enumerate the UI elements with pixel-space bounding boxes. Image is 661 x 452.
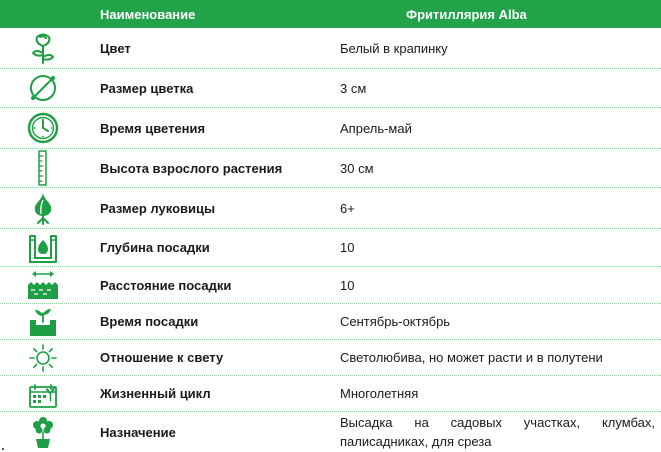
table-row	[0, 304, 661, 340]
planting-depth-icon	[0, 232, 86, 264]
row-name: Расстояние посадки	[100, 277, 232, 293]
row-name: Жизненный цикл	[100, 386, 211, 401]
ruler-icon	[0, 150, 86, 186]
sun-icon	[0, 343, 86, 373]
row-value: Высадка на садовых участках, клумбах, палисадниках, для среза	[340, 415, 655, 449]
row-name: Размер луковицы	[100, 200, 216, 216]
table-row	[0, 267, 661, 304]
row-value: Сентябрь-октябрь	[340, 314, 451, 329]
clock-icon	[0, 111, 86, 145]
row-value: Светолюбива, но может расти и в полутени	[340, 350, 603, 365]
row-value: 10	[340, 240, 355, 255]
sprout-box-icon	[0, 307, 86, 337]
table-row	[0, 108, 661, 149]
row-name: Время цветения	[100, 120, 206, 136]
table-row	[0, 412, 661, 452]
row-name: Размер цветка	[100, 80, 194, 96]
rose-icon	[0, 31, 86, 65]
spacing-icon	[0, 269, 86, 301]
row-name: Назначение	[100, 424, 176, 440]
bulb-icon	[0, 191, 86, 225]
table-row	[0, 28, 661, 69]
row-value: Апрель-май	[340, 120, 412, 136]
row-value: 6+	[340, 200, 355, 216]
table-row	[0, 340, 661, 376]
row-value: 30 см	[340, 160, 374, 176]
corner-dot	[2, 448, 4, 450]
header-name-label: Наименование	[100, 6, 196, 22]
header-value-label: Фритиллярия Alba	[406, 6, 527, 22]
row-name: Отношение к свету	[100, 350, 224, 365]
row-name: Высота взрослого растения	[100, 160, 283, 176]
calendar-plant-icon	[0, 379, 86, 409]
table-row	[0, 376, 661, 412]
row-name: Цвет	[100, 40, 131, 56]
flower-pot-icon	[0, 415, 86, 449]
row-value: Многолетняя	[340, 386, 419, 401]
row-value: Белый в крапинку	[340, 40, 448, 56]
table-row	[0, 69, 661, 108]
row-name: Время посадки	[100, 314, 199, 329]
table-header	[0, 0, 661, 28]
diameter-icon	[0, 72, 86, 104]
row-value: 3 см	[340, 80, 367, 96]
table-row	[0, 229, 661, 267]
row-name: Глубина посадки	[100, 240, 210, 255]
table-row	[0, 149, 661, 188]
table-row	[0, 188, 661, 229]
row-value: 10	[340, 277, 355, 293]
